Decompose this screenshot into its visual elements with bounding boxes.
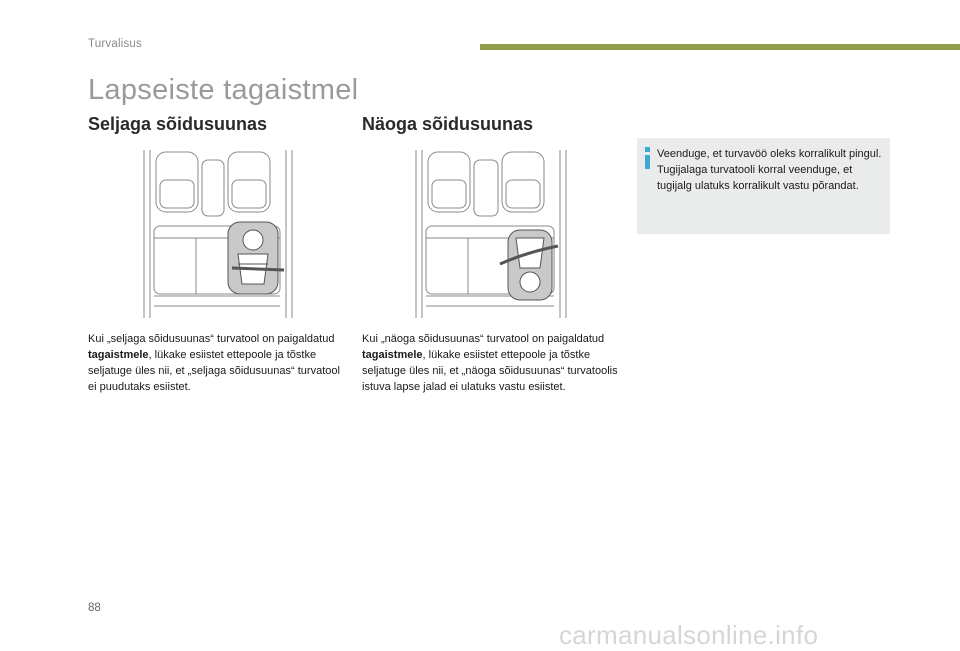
watermark: carmanualsonline.info <box>559 620 819 650</box>
heading-rear-facing: Seljaga sõidusuunas <box>88 114 268 134</box>
text-rear-facing-part1: Kui „seljaga sõidusuunas“ turvatool on paigaldatud <box>88 333 335 345</box>
text-rear-facing-bold: tagaistmele <box>88 349 149 361</box>
forward-facing-seat-illustration <box>408 146 574 322</box>
text-forward-facing <box>362 331 620 395</box>
note-text: Veenduge, et turvavöö oleks korralikult pingul. Tugijalaga turvatooli korral veenduge, et tugijalg ulatuks korralikult vastu põrandat. <box>657 148 882 192</box>
front-left-seat <box>156 152 198 212</box>
child-seat-rear-facing <box>228 222 284 294</box>
section-label: Turvalisus <box>88 38 142 50</box>
info-icon <box>645 147 650 169</box>
rear-facing-seat-illustration <box>136 146 300 322</box>
front-left-seat <box>428 152 470 212</box>
child-seat-forward-facing <box>500 230 558 300</box>
note-box <box>637 138 890 234</box>
text-rear-facing <box>88 331 344 395</box>
front-right-seat <box>228 152 270 212</box>
page-number: 88 <box>88 602 101 614</box>
text-forward-facing-bold: tagaistmele <box>362 349 423 361</box>
text-forward-facing-part1: Kui „näoga sõidusuunas“ turvatool on paigaldatud <box>362 333 605 345</box>
text-forward-facing-part2: , lükake esiistet ettepoole ja tõstke seljatuge üles nii, et „näoga sõidusuunas“ turvatoolis istuva lapse jalad ei ulatuks vastu esiistet. <box>362 349 618 393</box>
text-rear-facing-part2: , lükake esiistet ettepoole ja tõstke seljatuge üles nii, et „seljaga sõidusuunas“ turvatool ei puudutaks esiistet. <box>88 349 340 393</box>
page-title: Lapseiste tagaistmel <box>88 74 359 106</box>
header-accent-bar <box>480 44 960 50</box>
heading-forward-facing: Näoga sõidusuunas <box>362 114 534 134</box>
front-right-seat <box>502 152 544 212</box>
